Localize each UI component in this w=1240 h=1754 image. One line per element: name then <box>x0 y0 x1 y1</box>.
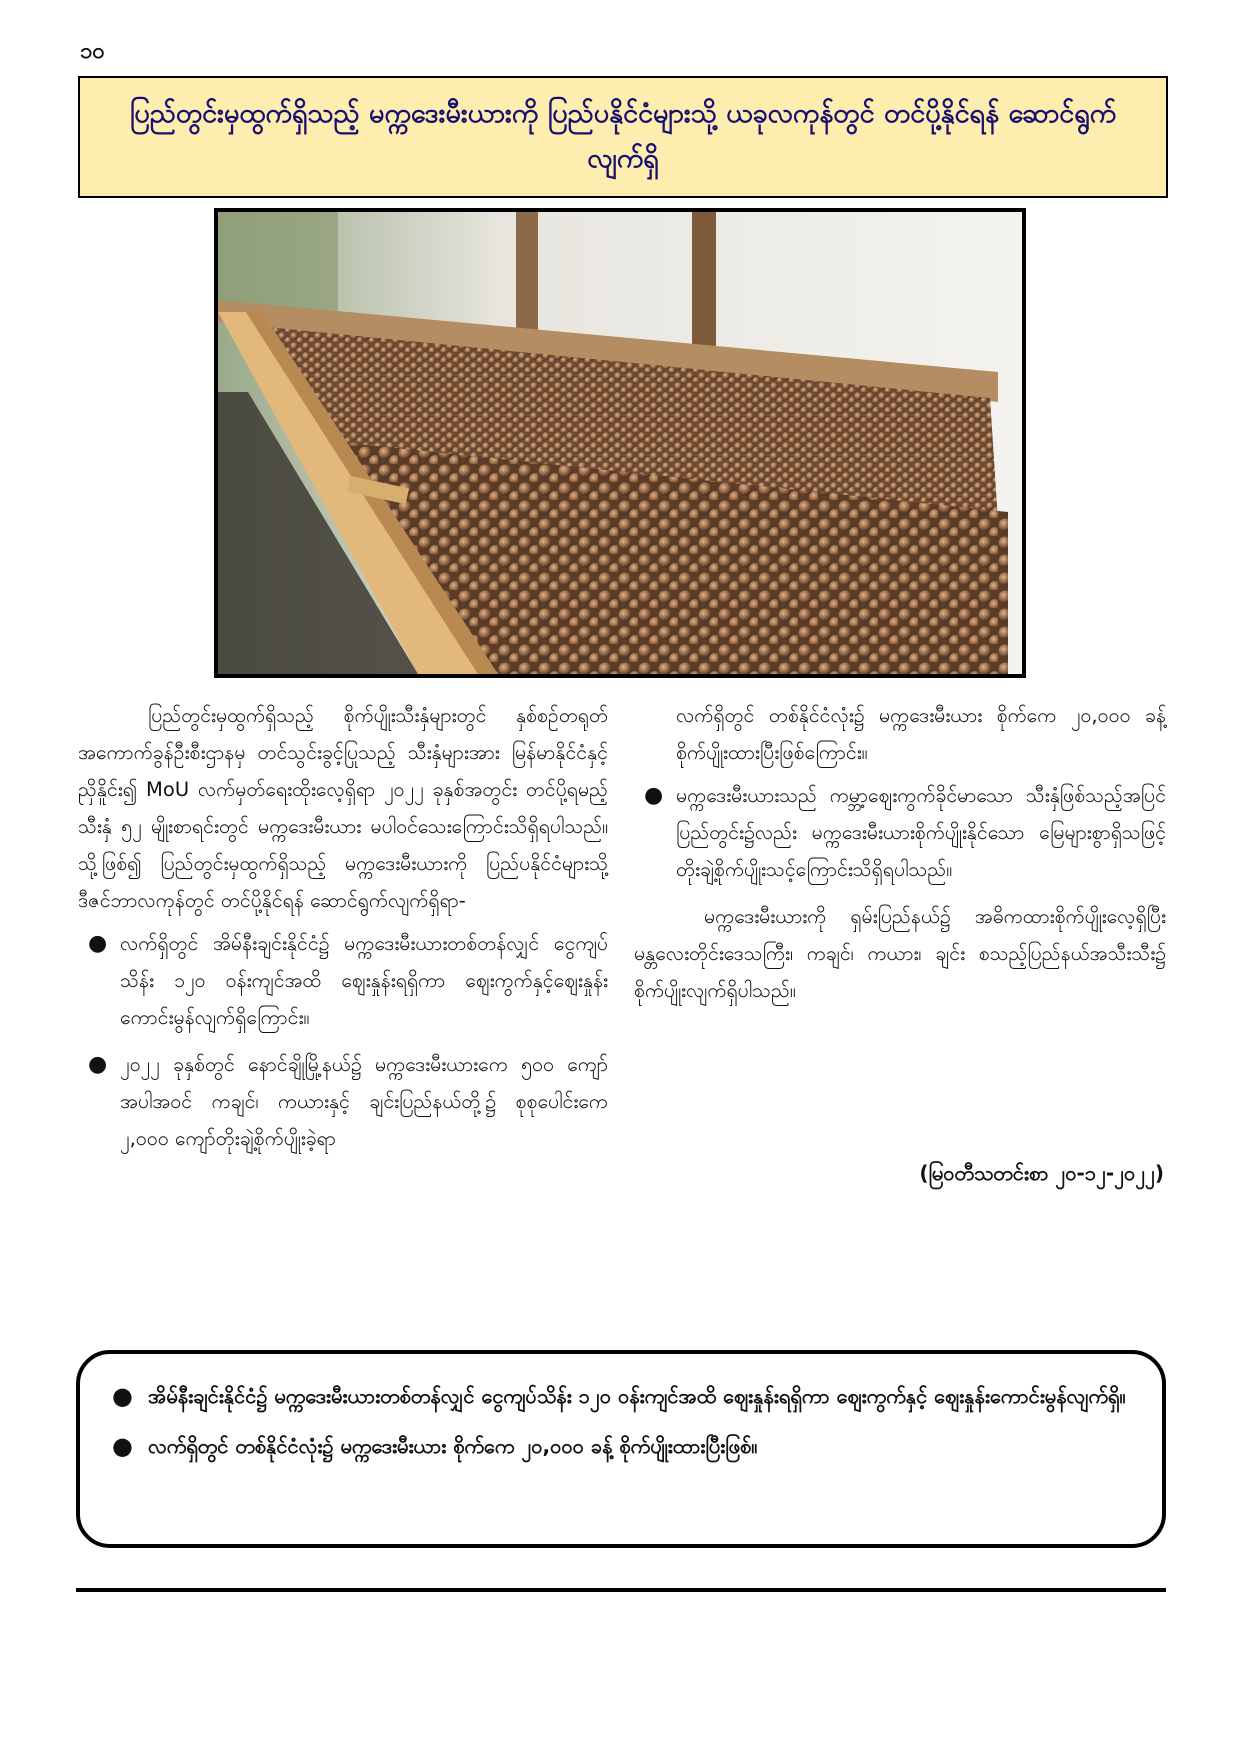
bullet-dot-icon: ● <box>88 931 108 956</box>
right-bullet-list <box>634 777 1166 888</box>
summary-item <box>106 1376 1136 1416</box>
intro-paragraph: ပြည်တွင်းမှထွက်ရှိသည့် စိုက်ပျိုးသီးနှံများတွင် နှစ်စဉ်တရုတ်အကောက်ခွန်ဦးစီးဌာနမှ တင်သွင်းခွင့်ပြုသည့် သီးနှံများအား မြန်မာနိုင်ငံနှင့်ညှိနိူင်း၍ MoU လက်မှတ်ရေးထိုးလေ့ရှိရာ ၂၀၂၂ ခုနှစ်အတွင်း တင်ပို့ရမည့်သီးနှံ ၅၂ မျိုးစာရင်းတွင် မက္ကဒေးမီးယား မပါဝင်သေးကြောင်းသိရှိရပါသည်။ သို့ဖြစ်၍ ပြည်တွင်းမှထွက်ရှိသည့် မက္ကဒေးမီးယားကို ပြည်ပနိုင်ငံများသို့ ဒီဇင်ဘာလကုန်တွင် တင်ပို့နိုင်ရန် ဆောင်ရွက်လျက်ရှိရာ- <box>78 704 608 912</box>
source-citation: (မြဝတီသတင်းစာ ၂၀-၁၂-၂၀၂၂) <box>919 1161 1164 1185</box>
list-item <box>78 925 608 1036</box>
bullet-dot-icon: ● <box>644 783 664 808</box>
right-column <box>634 697 1166 1009</box>
photo-illustration <box>218 212 1022 674</box>
summary-item <box>106 1426 1136 1466</box>
list-item <box>634 777 1166 888</box>
bottom-divider <box>76 1588 1166 1592</box>
list-item-text: မက္ကဒေးမီးယားသည် ကမ္ဘာ့ဈေးကွက်ခိုင်မာသော သီးနှံဖြစ်သည့်အပြင် ပြည်တွင်း၌လည်း မက္ကဒေးမီးယားစိုက်ပျိုးနိုင်သော မြေများစွာရှိသဖြင့် တိုးချဲ့စိုက်ပျိုးသင့်ကြောင်းသိရှိရပါသည်။ <box>676 784 1166 881</box>
summary-item-text: လက်ရှိတွင် တစ်နိုင်ငံလုံး၌ မက္ကဒေးမီးယား စိုက်ကေ ၂၀,၀၀၀ ခန့် စိုက်ပျိုးထားပြီးဖြစ်။ <box>148 1434 758 1458</box>
article-title: ပြည်တွင်းမှထွက်ရှိသည့် မက္ကဒေးမီးယားကို ပြည်ပနိုင်ငံများသို့ ယခုလကုန်တွင် တင်ပို့နိုင်ရန် ဆောင်ရွက်လျက်ရှိ <box>129 98 1117 174</box>
summary-box <box>76 1350 1166 1548</box>
summary-item-text: အိမ်နီးချင်းနိုင်ငံ၌ မက္ကဒေးမီးယားတစ်တန်လျှင် ငွေကျပ်သိန်း ၁၂၀ ဝန်းကျင်အထိ ဈေးနှုန်းရရှိကာ ဈေးကွက်နှင့် ဈေးနှုန်းကောင်းမွန်လျက်ရှိ။ <box>148 1384 1126 1408</box>
left-bullet-list <box>78 925 608 1157</box>
macadamia-drying-photo <box>214 208 1026 678</box>
list-item-text: လက်ရှိတွင် အိမ်နီးချင်းနိုင်ငံ၌ မက္ကဒေးမီးယားတစ်တန်လျှင် ငွေကျပ် သိန်း ၁၂၀ ဝန်းကျင်အထိ ဈေးနှုန်းရရှိကာ ဈေးကွက်နှင့်ဈေးနှုန်းကောင်းမွန်လျက်ရှိကြောင်း။ <box>120 932 608 1029</box>
bullet-dot-icon: ● <box>88 1052 108 1077</box>
left-column <box>78 697 608 1167</box>
title-banner <box>78 76 1168 198</box>
page-number: ၁၀ <box>80 39 105 64</box>
list-item-text: ၂၀၂၂ ခုနှစ်တွင် နောင်ချိုမြို့နယ်၌ မက္ကဒေးမီးယားကေ ၅၀၀ ကျော်အပါအဝင် ကချင်၊ ကယားနှင့် ချင်းပြည်နယ်တို့၌ စုစုပေါင်းကေ ၂,၀၀၀ ကျော်တိုးချဲ့စိုက်ပျိုးခဲ့ရာ <box>120 1053 608 1150</box>
continued-bullet-text: လက်ရှိတွင် တစ်နိုင်ငံလုံး၌ မက္ကဒေးမီးယား စိုက်ကေ ၂၀,၀၀၀ ခန့် စိုက်ပျိုးထားပြီးဖြစ်ကြောင်း။ <box>676 704 1166 764</box>
bullet-dot-icon: ● <box>112 1382 133 1410</box>
list-item <box>78 1046 608 1157</box>
bullet-dot-icon: ● <box>112 1432 133 1460</box>
summary-list <box>106 1376 1136 1466</box>
closing-paragraph: မက္ကဒေးမီးယားကို ရှမ်းပြည်နယ်၌ အဓိကထားစိုက်ပျိုးလေ့ရှိပြီး မန္တလေးတိုင်းဒေသကြီး၊ ကချင်၊ ကယား၊ ချင်း စသည့်ပြည်နယ်အသီးသီး၌ စိုက်ပျိုးလျက်ရှိပါသည်။ <box>634 905 1166 1002</box>
